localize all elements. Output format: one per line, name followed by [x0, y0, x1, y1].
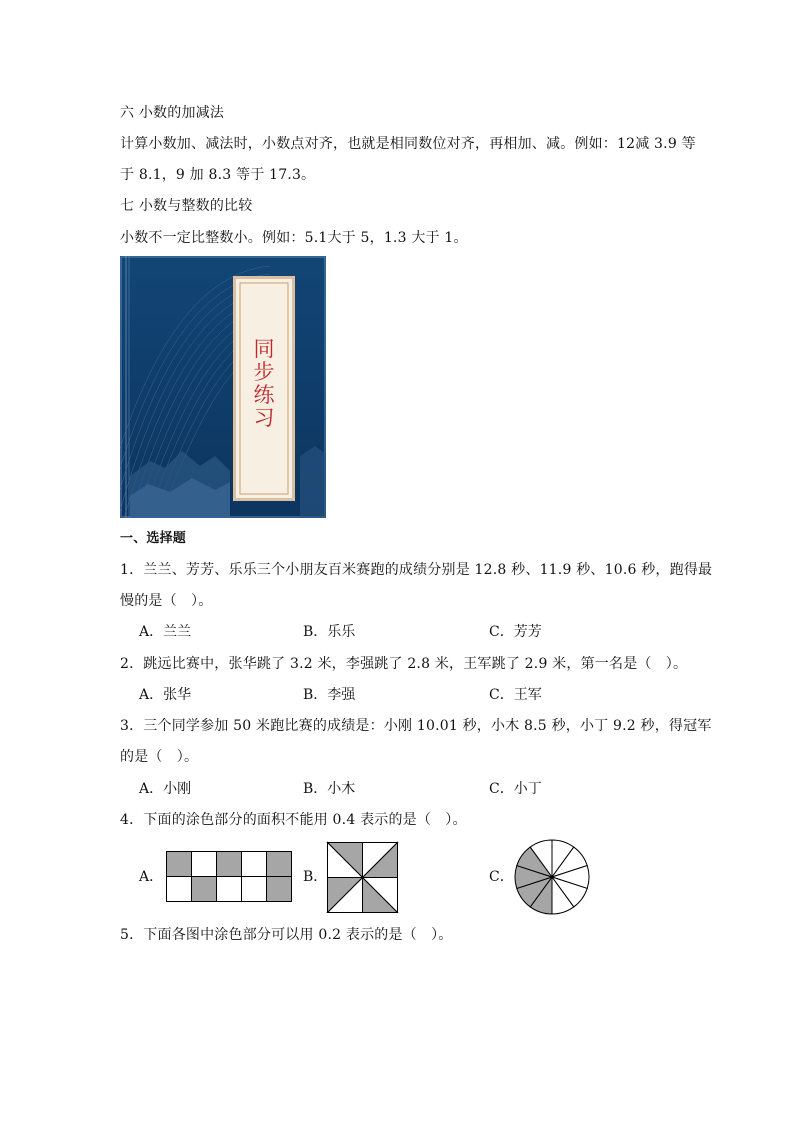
- q2-option-a[interactable]: A．张华: [139, 687, 192, 703]
- grid-cell: [192, 852, 217, 877]
- grid-cell: [242, 877, 267, 902]
- q4-figure-c-label[interactable]: C．: [489, 869, 514, 885]
- grid-cell: [242, 852, 267, 877]
- q4-figure-a-label[interactable]: A．: [139, 869, 164, 885]
- q3-option-a[interactable]: A．小刚: [139, 781, 192, 797]
- q3-line1: 3．三个同学参加 50 米跑比赛的成绩是：小刚 10.01 秒，小木 8.5 秒，小丁 9.2 秒，得冠军: [120, 718, 712, 734]
- grid-cell: [217, 852, 242, 877]
- q3-option-b[interactable]: B．小木: [303, 781, 356, 797]
- cover-artwork: [120, 256, 326, 518]
- grid-cell: [167, 852, 192, 877]
- q3-option-c[interactable]: C．小丁: [489, 781, 542, 797]
- grid-cell: [217, 877, 242, 902]
- q5-line1: 5．下面各图中涂色部分可以用 0.2 表示的是（ ）。: [120, 927, 453, 943]
- section7-text: 小数不一定比整数小。例如：5.1大于 5，1.3 大于 1。: [120, 230, 468, 246]
- cover-title-char: 习: [253, 406, 275, 430]
- section6-text-line2: 于 8.1，9 加 8.3 等于 17.3。: [120, 167, 316, 183]
- grid-cell: [267, 852, 292, 877]
- grid-cell: [267, 877, 292, 902]
- q4-figure-a-grid[interactable]: [166, 851, 292, 903]
- grid-cell: [167, 877, 192, 902]
- part1-heading: 一、选择题: [120, 531, 187, 546]
- q4-figure-b-square[interactable]: [326, 841, 400, 913]
- q3-line2: 的是（ ）。: [120, 749, 199, 765]
- q4-figure-c-circle[interactable]: [512, 837, 592, 917]
- q1-option-b[interactable]: B．乐乐: [303, 624, 356, 640]
- grid-cell: [192, 877, 217, 902]
- section6-text-line1: 计算小数加、减法时，小数点对齐，也就是相同数位对齐，再相加、减。例如：12减 3.9 等: [120, 136, 696, 152]
- q4-line1: 4．下面的涂色部分的面积不能用 0.4 表示的是（ ）。: [120, 812, 467, 828]
- q2-option-b[interactable]: B．李强: [303, 687, 356, 703]
- q2-option-c[interactable]: C．王军: [489, 687, 542, 703]
- q4-figure-b-label[interactable]: B．: [303, 869, 328, 885]
- q2-line1: 2．跳远比赛中，张华跳了 3.2 米，李强跳了 2.8 米，王军跳了 2.9 米，第一名是（ ）。: [120, 656, 688, 672]
- q1-line1: 1．兰兰、芳芳、乐乐三个小朋友百米赛跑的成绩分别是 12.8 秒、11.9 秒、10.6 秒，跑得最: [120, 562, 713, 578]
- q1-line2: 慢的是（ ）。: [120, 593, 213, 609]
- cover-title: [233, 338, 295, 430]
- section7-heading: 七 小数与整数的比较: [120, 198, 253, 214]
- cover-title-char: 练: [253, 383, 275, 407]
- cover-title-char: 同: [253, 337, 275, 361]
- q1-option-a[interactable]: A．兰兰: [139, 624, 192, 640]
- cover-image: [120, 256, 326, 518]
- cover-title-char: 步: [253, 360, 275, 384]
- q1-option-c[interactable]: C．芳芳: [489, 624, 542, 640]
- section6-heading: 六 小数的加减法: [120, 105, 225, 121]
